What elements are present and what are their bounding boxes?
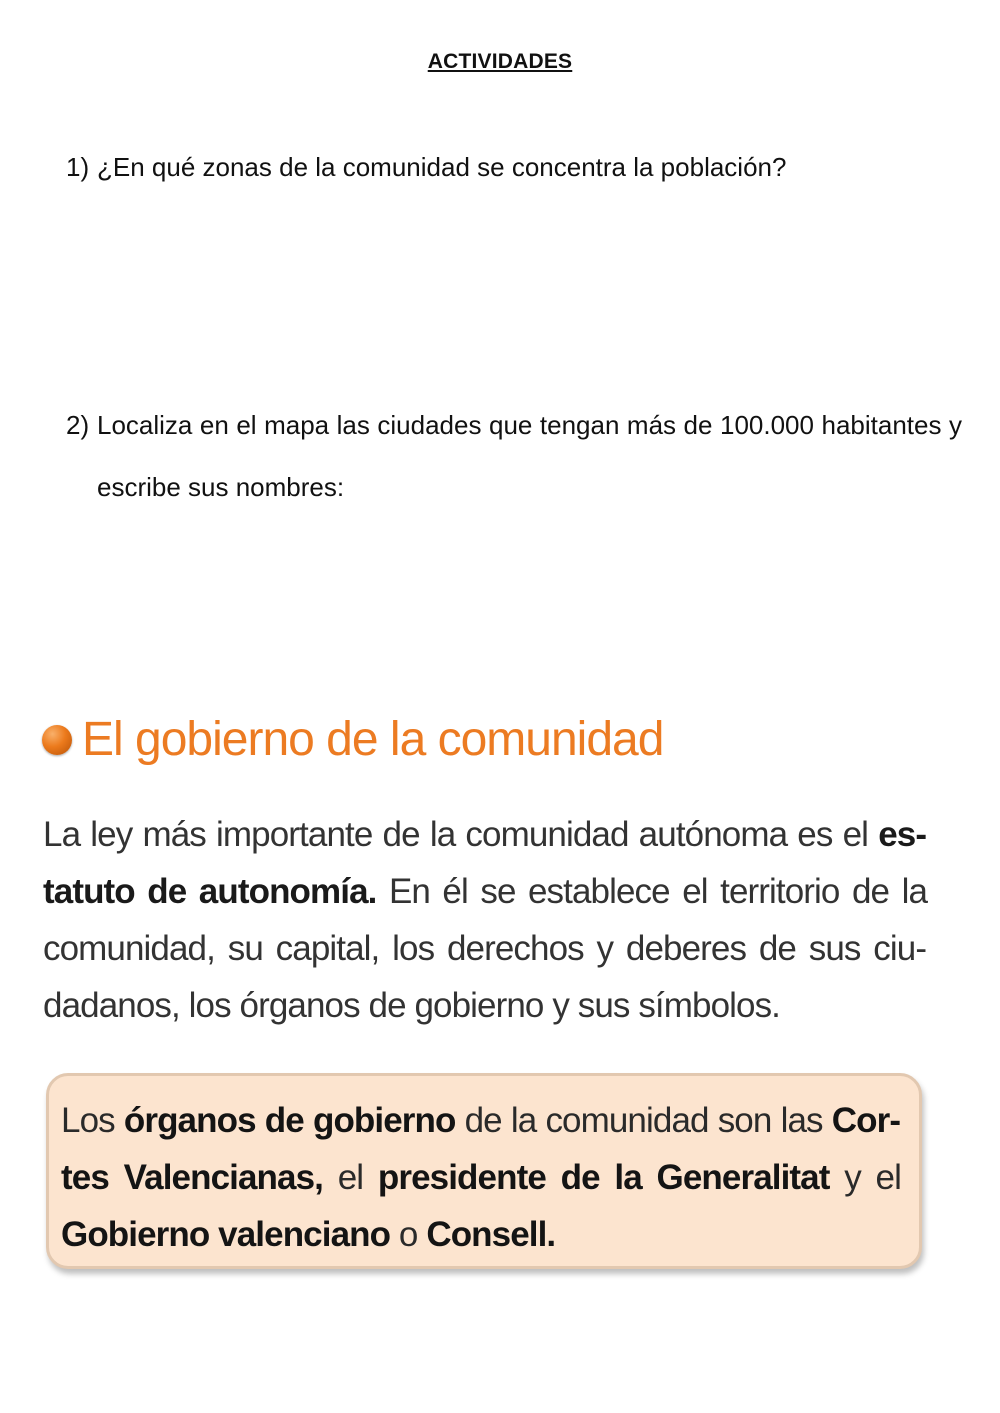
document-title: ACTIVIDADES <box>427 50 573 73</box>
section-heading-text: El gobierno de la comunidad <box>82 713 664 766</box>
orange-circle-bullet-icon <box>42 725 72 755</box>
question-2 <box>66 394 962 518</box>
question-text: ¿En qué zonas de la comunidad se concentra la población? <box>97 152 787 182</box>
section-heading <box>42 712 663 767</box>
info-text-part: de la comunidad son las <box>455 1101 832 1140</box>
paragraph-text: La ley más importante de la comunidad autónoma es el <box>43 815 879 854</box>
info-text-part: y el <box>829 1158 901 1197</box>
question-number: 1) <box>66 152 90 182</box>
info-box-text <box>61 1092 901 1263</box>
paragraph-bold-term: estatuto de autonomía. <box>43 815 927 911</box>
section-paragraph <box>43 806 927 1034</box>
question-number: 2) <box>66 410 90 440</box>
paragraph-text: En él se establece el territorio de la comunidad, su capital, los derechos y deberes de sus ciudadanos, los órganos de gobierno y sus símbolos. <box>43 872 928 1025</box>
question-1 <box>66 136 962 198</box>
info-text-part: Los <box>61 1101 124 1140</box>
info-bold-term: órganos de gobierno <box>123 1101 456 1140</box>
info-text-part: el <box>322 1158 378 1197</box>
info-box <box>46 1073 922 1269</box>
info-bold-term: Consell. <box>426 1215 556 1254</box>
info-bold-term: Gobierno valenciano <box>61 1215 391 1254</box>
info-text-part: o <box>390 1215 427 1254</box>
question-text: Localiza en el mapa las ciudades que tengan más de 100.000 habitantes y escribe sus nombres: <box>97 410 962 502</box>
info-bold-term: presidente de la Generalitat <box>377 1158 830 1197</box>
info-bold-term: Cortes Valencianas, <box>61 1101 901 1197</box>
